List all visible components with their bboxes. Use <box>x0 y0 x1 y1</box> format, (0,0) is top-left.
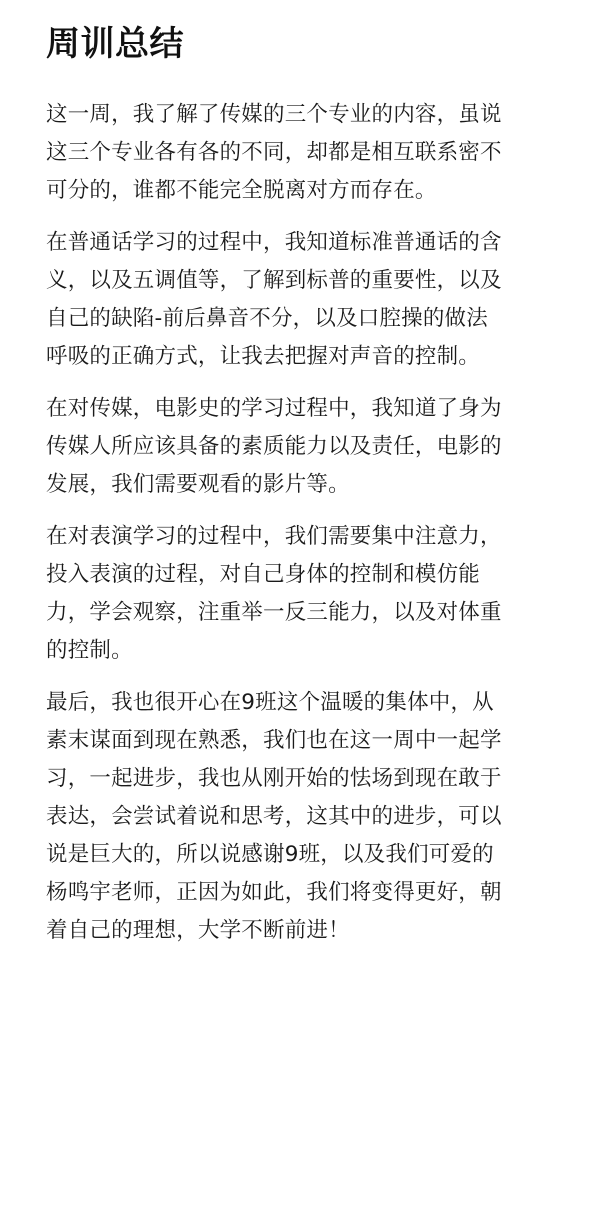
paragraph-line: 杨鸣宇老师，正因为如此，我们将变得更好，朝 <box>46 880 502 905</box>
paragraph-line: 在对传媒，电影史的学习过程中，我知道了身为 <box>46 396 502 421</box>
paragraph-line: 发展，我们需要观看的影片等。 <box>46 472 350 497</box>
paragraph-line: 在普通话学习的过程中，我知道标准普通话的含 <box>46 230 502 255</box>
paragraph-line: 可分的，谁都不能完全脱离对方而存在。 <box>46 178 437 203</box>
paragraph-line: 着自己的理想，大学不断前进！ <box>46 918 350 943</box>
page-title: 周训总结 <box>46 24 184 64</box>
paragraph-line: 力，学会观察，注重举一反三能力，以及对体重 <box>46 600 502 625</box>
paragraph-line: 呼吸的正确方式，让我去把握对声音的控制。 <box>46 344 481 369</box>
paragraph-line: 习，一起进步，我也从刚开始的怯场到现在敢于 <box>46 766 502 791</box>
paragraph-line: 在对表演学习的过程中，我们需要集中注意力， <box>46 524 502 549</box>
paragraph-mandarin <box>46 224 561 376</box>
paragraph-line: 投入表演的过程，对自己身体的控制和模仿能 <box>46 562 481 587</box>
paragraph-media-film <box>46 390 561 504</box>
paragraph-line: 义，以及五调值等，了解到标普的重要性，以及 <box>46 268 502 293</box>
paragraph-line: 素末谋面到现在熟悉，我们也在这一周中一起学 <box>46 728 502 753</box>
paragraph-closing <box>46 684 561 950</box>
paragraph-line: 自己的缺陷-前后鼻音不分，以及口腔操的做法 <box>46 306 488 331</box>
paragraph-performance <box>46 518 561 670</box>
paragraph-line: 最后，我也很开心在9班这个温暖的集体中，从 <box>46 690 494 715</box>
paragraph-line: 说是巨大的，所以说感谢9班，以及我们可爱的 <box>46 842 494 867</box>
paragraph-line: 表达，会尝试着说和思考，这其中的进步，可以 <box>46 804 502 829</box>
summary-body <box>46 96 561 964</box>
paragraph-line: 这一周，我了解了传媒的三个专业的内容，虽说 <box>46 102 502 127</box>
paragraph-line: 的控制。 <box>46 638 133 663</box>
paragraph-line: 传媒人所应该具备的素质能力以及责任，电影的 <box>46 434 502 459</box>
paragraph-line: 这三个专业各有各的不同，却都是相互联系密不 <box>46 140 502 165</box>
paragraph-overview <box>46 96 561 210</box>
